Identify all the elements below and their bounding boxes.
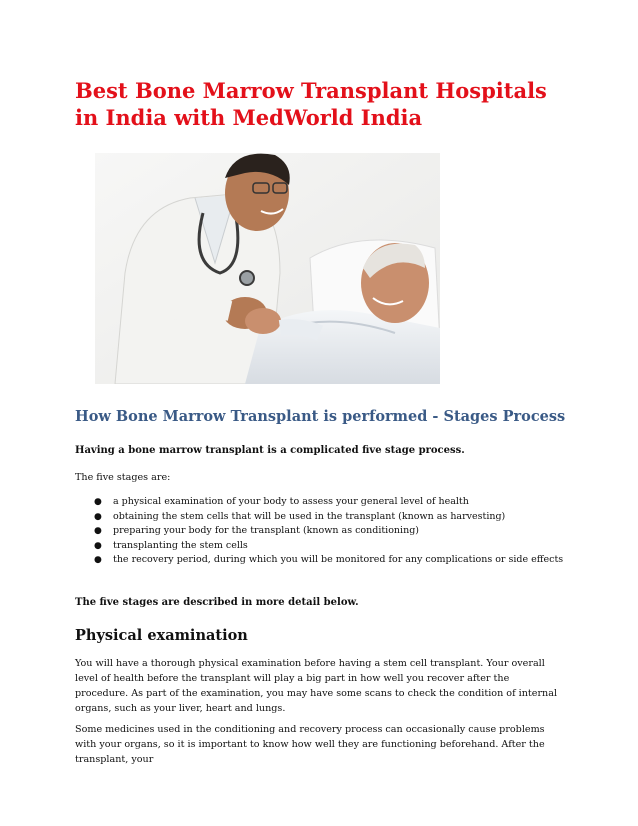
physical-paragraph-2: Some medicines used in the conditioning and recovery process can occasionally cause problems with your organs, so it is important to know how well they are functioning beforehand. After the transplant, your [75, 724, 545, 765]
bullet-icon: ● [94, 526, 102, 537]
stages-detail-bold-text: The five stages are described in more detail below. [75, 597, 359, 608]
physical-examination-heading: Physical examination [75, 627, 248, 644]
list-item: ● transplanting the stem cells [94, 539, 563, 554]
list-item: ● obtaining the stem cells that will be used in the transplant (known as harvesting) [94, 510, 563, 525]
bullet-icon: ● [94, 511, 102, 522]
bullet-icon: ● [94, 555, 102, 566]
bullet-icon: ● [94, 497, 102, 507]
stages-list [94, 495, 563, 568]
bullet-icon: ● [94, 540, 102, 551]
list-item: ● the recovery period, during which you will be monitored for any complications or side effects [94, 553, 563, 568]
intro-bold-text: Having a bone marrow transplant is a complicated five stage process. [75, 445, 465, 456]
section-heading: How Bone Marrow Transplant is performed - Stages Process [75, 408, 566, 425]
physical-paragraph-1: You will have a thorough physical examination before having a stem cell transplant. Your overall level of health before the transplant will play a big part in how well you recover after the procedure. As part of the examination, you may have some scans to check the condition of internal organs, such as your liver, heart and lungs. [75, 658, 558, 714]
document-title: Best Bone Marrow Transplant Hospitals in India with MedWorld India [75, 78, 547, 130]
list-item: ● preparing your body for the transplant (known as conditioning) [94, 524, 563, 539]
photo-illustration [95, 153, 440, 384]
list-item: ● a physical examination of your body to assess your general level of health [94, 495, 563, 510]
stages-intro-text: The five stages are: [75, 472, 171, 483]
doctor-patient-photo [95, 153, 440, 384]
